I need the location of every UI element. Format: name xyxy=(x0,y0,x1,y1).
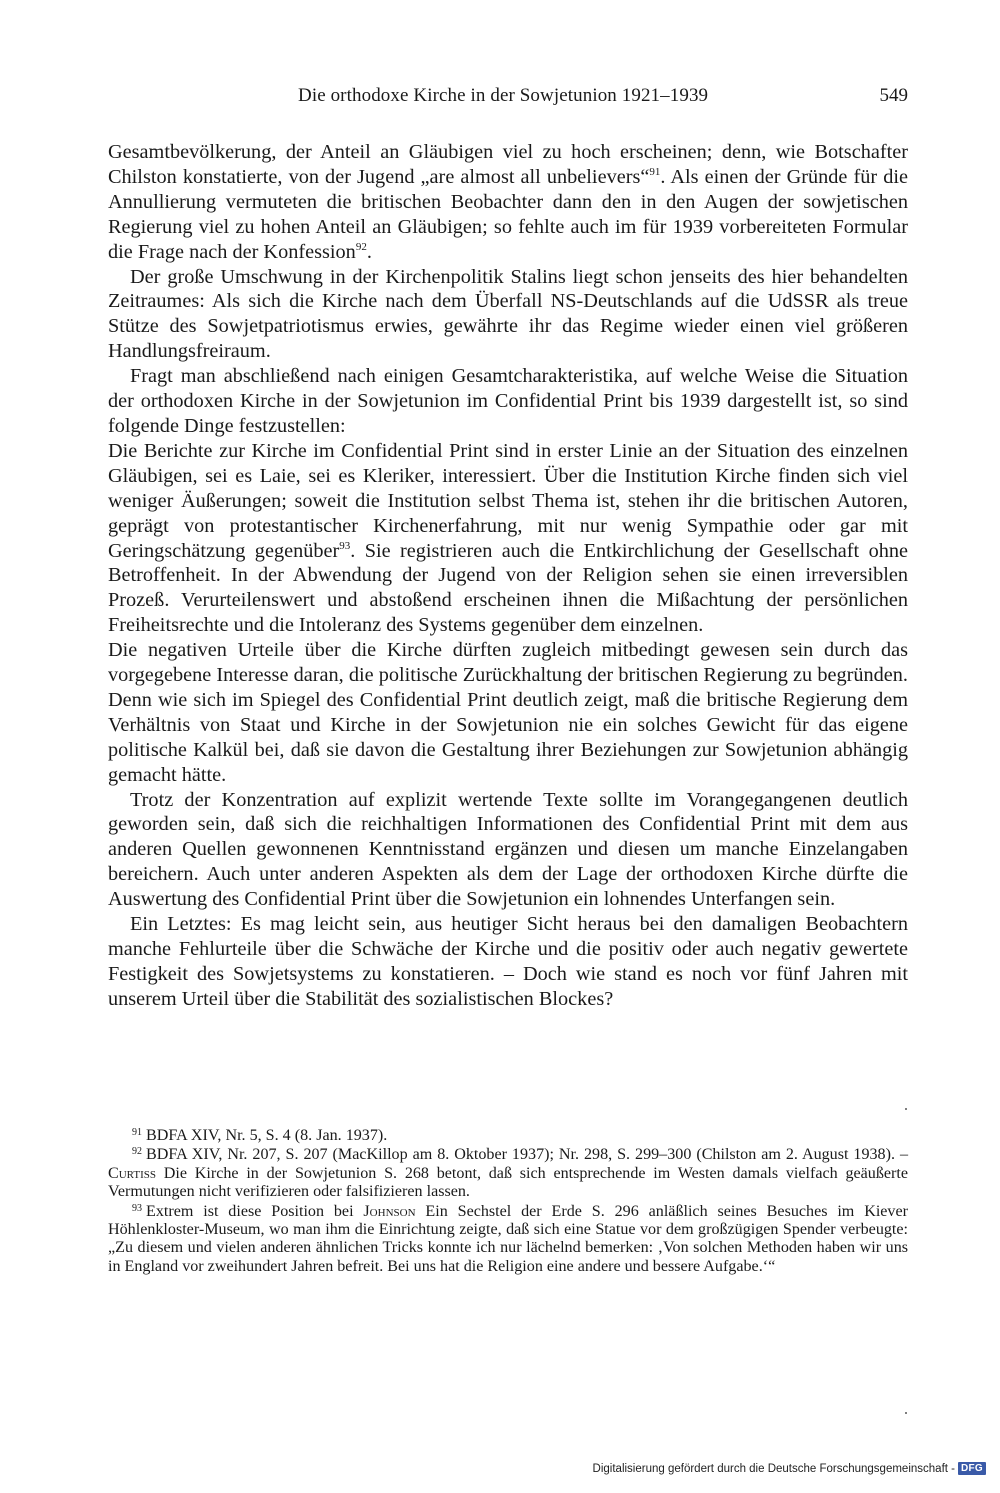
paragraph-5: Die negativen Urteile über die Kirche dürften zugleich mitbedingt gewesen sein durch das vorgegebene Interesse daran, die politische Zurückhaltung der britischen Regierung zu begründen. Denn wie sich im Spiegel des Confidential Print deutlich zeigt, maß die britische Regierung dem Verhältnis von Staat und Kirche in der Sowjetunion nie ein solches Gewicht für das eigene politische Kalkül bei, daß sie davon die Gestaltung ihrer Beziehungen zur Sowjetunion abhängig gemacht hätte. xyxy=(108,639,908,786)
paragraph-4-start: Die Berichte zur Kirche im Confidential Print sind in erster Linie an der Situation des einzelnen Gläubigen, sei es Laie, sei es Kleriker, interessiert. Über die Institution Kirche finden sich viel weniger Äußerungen; soweit die Institution selbst Thema ist, stehen ihr die britischen Autoren, geprägt von protestantischer Kirchenerfahrung, mit nur wenig Sympathie oder gar mit Geringschätzung gegenüber xyxy=(108,439,908,562)
footnotes xyxy=(108,1127,908,1277)
paragraph-1-mid: . Als einen der Gründe für die Annullierung vermuteten die britischen Beobachter dann den in den Augen der sowjetischen Regierung viel zu hohen Anteil an Gläubigen; so fehlte auch im für 1939 vorbereiteten Formular die Frage nach der Konfession xyxy=(108,165,908,263)
footnote-number-93: 93 xyxy=(132,1202,142,1214)
running-title: Die orthodoxe Kirche in der Sowjetunion 1921–1939 xyxy=(298,85,709,106)
footnote-number-92: 92 xyxy=(132,1146,142,1158)
footnote-93 xyxy=(108,1203,908,1277)
footnote-ref-92: 92 xyxy=(355,240,367,253)
page-header xyxy=(108,85,908,115)
scan-speck xyxy=(905,1108,907,1110)
page-number: 549 xyxy=(879,85,908,106)
paragraph-1-end: . xyxy=(366,240,372,263)
footnote-91 xyxy=(108,1127,908,1145)
paragraph-6: Trotz der Konzentration auf explizit wertende Texte sollte im Vorangegangenen deutlich geworden sein, daß sich die reichhaltigen Informationen des Confidential Print mit dem aus anderen Quellen gewonnenen Kenntnisstand ergänzen und diesen um manche Einzelangaben bereichern. Auch unter anderen Aspekten als dem der Lage der orthodoxen Kirche dürfte die Auswertung des Confidential Print über die Sowjetunion ein lohnendes Unterfangen sein. xyxy=(108,788,908,911)
dfg-logo: DFG xyxy=(958,1462,986,1475)
footnote-92-text-b: Die Kirche in der Sowjetunion S. 268 betont, daß sich entsprechende im Westen damals vielfach geäußerte Vermutungen nicht verifizieren oder falsifizieren lassen. xyxy=(108,1164,908,1201)
footnote-93-author: Johnson xyxy=(363,1202,416,1220)
credit-text: Digitalisierung gefördert durch die Deutsche Forschungsgemeinschaft - xyxy=(592,1462,955,1475)
paragraph-1-text: Gesamtbevölkerung, der Anteil an Gläubigen viel zu hoch erscheinen; denn, wie Botschafter Chilston konstatierte, von der Jugend „are almost all unbelievers“ xyxy=(108,141,908,188)
digitization-credit xyxy=(593,1462,986,1475)
footnote-92-author: Curtiss xyxy=(108,1164,156,1182)
footnote-number-91: 91 xyxy=(132,1127,142,1138)
paragraph-7: Ein Letztes: Es mag leicht sein, aus heutiger Sicht heraus bei den damaligen Beobachtern manche Fehlurteile über die Schwäche der Kirche und die positiv oder auch negativ gewertete Festigkeit des Sowjetsystems zu konstatieren. – Doch wie stand es noch vor fünf Jahren mit unserem Urteil über die Stabilität des sozialistischen Blockes? xyxy=(108,913,908,1010)
paragraph-4-end: . Sie registrieren auch die Entkirchlichung der Gesellschaft ohne Betroffenheit. In der Abwendung der Jugend von der Religion sehen sie einen irreversiblen Prozeß. Verurteilenswert und abstoßend erscheinen ihnen die Mißachtung der persönlichen Freiheitsrechte und die Intoleranz des Systems gegenüber dem einzelnen. xyxy=(108,539,908,637)
scan-speck xyxy=(905,1412,907,1414)
footnote-91-text: BDFA XIV, Nr. 5, S. 4 (8. Jan. 1937). xyxy=(146,1127,388,1144)
paragraph-4 xyxy=(108,439,908,638)
paragraph-2: Der große Umschwung in der Kirchenpolitik Stalins liegt schon jenseits des hier behandelten Zeitraumes: Als sich die Kirche nach dem Überfall NS-Deutschlands auf die UdSSR als treue Stütze des Sowjetpatriotismus erwies, gewährte ihr das Regime wieder einen viel größeren Handlungsfreiraum. xyxy=(108,265,908,363)
footnote-92 xyxy=(108,1146,908,1201)
paragraph-1 xyxy=(108,140,908,265)
main-text xyxy=(108,140,908,1012)
footnote-92-text-a: BDFA XIV, Nr. 207, S. 207 (MacKillop am 8. Oktober 1937); Nr. 298, S. 299–300 (Chilston am 2. August 1938). – xyxy=(146,1146,908,1164)
footnote-ref-91: 91 xyxy=(649,165,661,178)
paragraph-3: Fragt man abschließend nach einigen Gesamtcharakteristika, auf welche Weise die Situation der orthodoxen Kirche in der Sowjetunion im Confidential Print bis 1939 dargestellt ist, so sind folgende Dinge festzustellen: xyxy=(108,365,908,437)
footnote-93-text-b: Ein Sechstel der Erde S. 296 anläßlich seines Besuches im Kiever Höhlenkloster-Museum, wo man ihm die Einrichtung zeigte, daß sich eine Statue vor dem großzügigen Spender verbeugte: „Zu diesem und vielen anderen ähnlichen Tricks konnte ich nur lächelnd bemerken: ‚Von solchen Methoden haben wir uns in England vor zweihundert Jahren befreit. Bei uns hat die Religion eine andere und bessere Aufgabe.‘“ xyxy=(108,1202,908,1275)
footnote-ref-93: 93 xyxy=(339,539,351,552)
footnote-93-text-a: Extrem ist diese Position bei xyxy=(146,1202,364,1220)
